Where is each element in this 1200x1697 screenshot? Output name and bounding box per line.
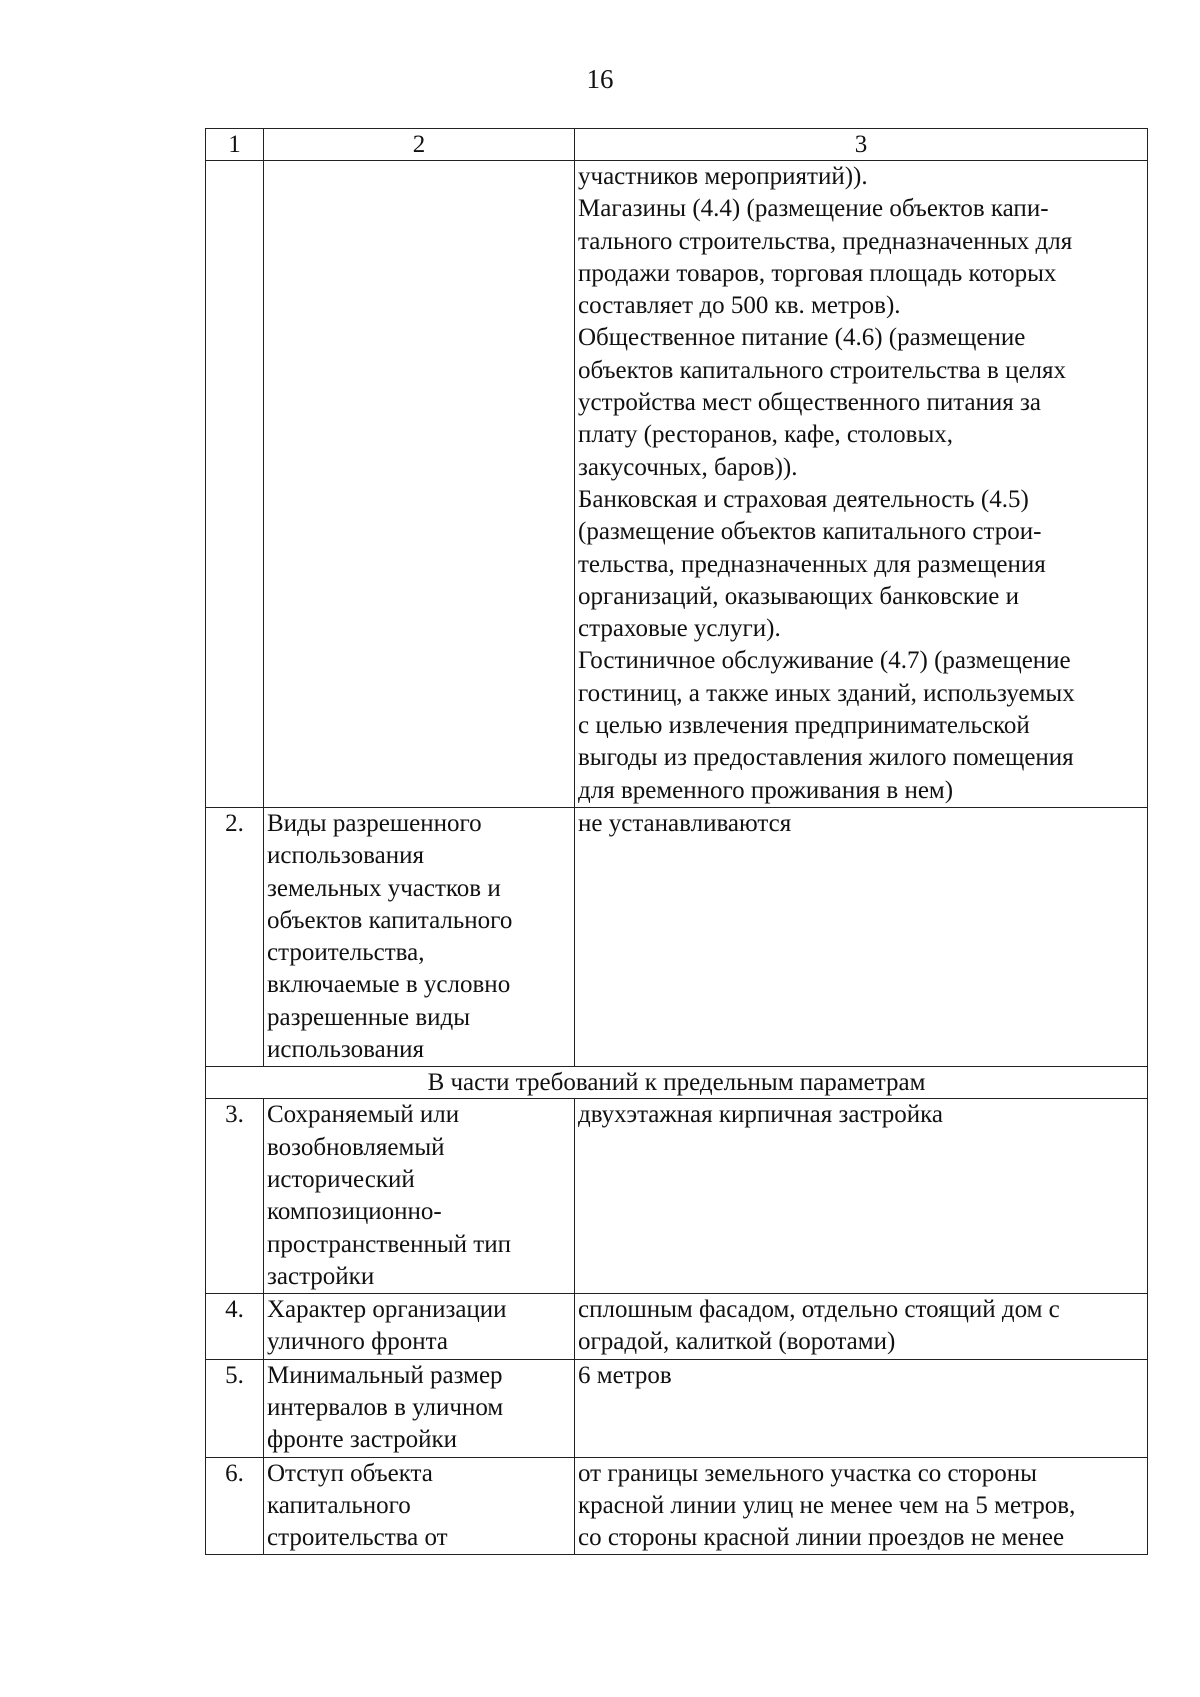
row-name <box>264 1099 575 1294</box>
regulations-table <box>205 128 1148 1555</box>
table-row-4 <box>206 1294 1148 1360</box>
row-value <box>575 1457 1148 1555</box>
row-value-line: Банковская и страховая деятельность (4.5) <box>578 485 1029 513</box>
row-value-line: закусочных, баров)). <box>578 453 798 481</box>
row-name-line: строительства, <box>267 939 425 967</box>
row-value <box>575 1099 1148 1294</box>
table-row-5 <box>206 1359 1148 1457</box>
row-value <box>575 161 1148 808</box>
row-name-line: использования <box>267 842 424 870</box>
row-value-line: участников мероприятий)). <box>578 163 868 190</box>
row-name-line: строительства от <box>267 1524 448 1552</box>
column-header-2: 2 <box>264 129 575 161</box>
row-number: 5. <box>206 1359 264 1457</box>
row-name-line: интервалов в уличном <box>267 1393 504 1421</box>
row-name-line: Виды разрешенного <box>267 809 482 837</box>
row-value-line: составляет до 500 кв. метров). <box>578 292 901 320</box>
table-row-3 <box>206 1099 1148 1294</box>
row-name <box>264 1457 575 1555</box>
row-value-line: 6 метров <box>578 1361 672 1389</box>
section-title: В части требований к предельным параметрам <box>206 1067 1148 1099</box>
row-value-line: организаций, оказывающих банковские и <box>578 582 1019 610</box>
row-name-line: использования <box>267 1036 424 1064</box>
row-value-line: Общественное питание (4.6) (размещение <box>578 324 1026 352</box>
row-name <box>264 1359 575 1457</box>
row-value-line: не устанавливаются <box>578 809 792 837</box>
row-value-line: плату (ресторанов, кафе, столовых, <box>578 421 954 449</box>
row-name-line: возобновляемый <box>267 1133 445 1161</box>
row-value <box>575 807 1148 1066</box>
row-name-line: земельных участков и <box>267 874 501 902</box>
row-name-line: уличного фронта <box>267 1328 448 1356</box>
row-value-line: для временного проживания в нем) <box>578 776 954 804</box>
row-name-line: Минимальный размер <box>267 1361 503 1389</box>
row-name <box>264 161 575 808</box>
row-value-line: Магазины (4.4) (размещение объектов капи- <box>578 195 1049 223</box>
page-number: 16 <box>586 64 614 94</box>
row-value-line: объектов капитального строительства в целях <box>578 356 1067 384</box>
row-value-line: со стороны красной линии проездов не менее <box>578 1524 1065 1552</box>
row-value-line: выгоды из предоставления жилого помещения <box>578 744 1074 772</box>
row-value-line: страховые услуги). <box>578 615 781 643</box>
row-name-line: исторический <box>267 1165 415 1193</box>
table-row-6 <box>206 1457 1148 1555</box>
row-name <box>264 807 575 1066</box>
table-row-2 <box>206 807 1148 1066</box>
row-name-line: Характер организации <box>267 1296 507 1324</box>
row-number: 3. <box>206 1099 264 1294</box>
row-number: 2. <box>206 807 264 1066</box>
row-value-line: устройства мест общественного питания за <box>578 389 1042 417</box>
row-value-line: тального строительства, предназначенных для <box>578 227 1073 255</box>
table-header-row <box>206 129 1148 161</box>
column-header-3: 3 <box>575 129 1148 161</box>
row-value-line: оградой, калиткой (воротами) <box>578 1328 896 1356</box>
row-number: 4. <box>206 1294 264 1360</box>
row-name-line: застройки <box>267 1262 375 1290</box>
section-title-row <box>206 1067 1148 1099</box>
row-name-line: композиционно- <box>267 1198 442 1226</box>
row-name-line: включаемые в условно <box>267 971 511 999</box>
row-name-line: Отступ объекта <box>267 1459 433 1487</box>
row-value <box>575 1294 1148 1360</box>
row-value-line: сплошным фасадом, отдельно стоящий дом с <box>578 1296 1060 1324</box>
row-value-line: двухэтажная кирпичная застройка <box>578 1101 944 1129</box>
row-name-line: объектов капитального <box>267 906 513 934</box>
row-name-line: пространственный тип <box>267 1230 511 1258</box>
row-value-line: (размещение объектов капитального строи- <box>578 518 1042 546</box>
row-name-line: Сохраняемый или <box>267 1101 460 1129</box>
row-value-line: с целью извлечения предпринимательской <box>578 712 1030 740</box>
row-value-line: гостиниц, а также иных зданий, используемых <box>578 679 1075 707</box>
row-name <box>264 1294 575 1360</box>
row-value-line: красной линии улиц не менее чем на 5 метров, <box>578 1491 1076 1519</box>
row-value <box>575 1359 1148 1457</box>
row-value-line: от границы земельного участка со стороны <box>578 1459 1037 1487</box>
row-value-line: Гостиничное обслуживание (4.7) (размещение <box>578 647 1071 675</box>
row-name-line: капитального <box>267 1491 411 1519</box>
row-name-line: разрешенные виды <box>267 1003 471 1031</box>
table-row-continuation <box>206 161 1148 808</box>
row-value-line: тельства, предназначенных для размещения <box>578 550 1046 578</box>
column-header-1: 1 <box>206 129 264 161</box>
row-value-line: продажи товаров, торговая площадь которых <box>578 259 1057 287</box>
row-number: 6. <box>206 1457 264 1555</box>
row-name-line: фронте застройки <box>267 1426 458 1454</box>
row-number <box>206 161 264 808</box>
